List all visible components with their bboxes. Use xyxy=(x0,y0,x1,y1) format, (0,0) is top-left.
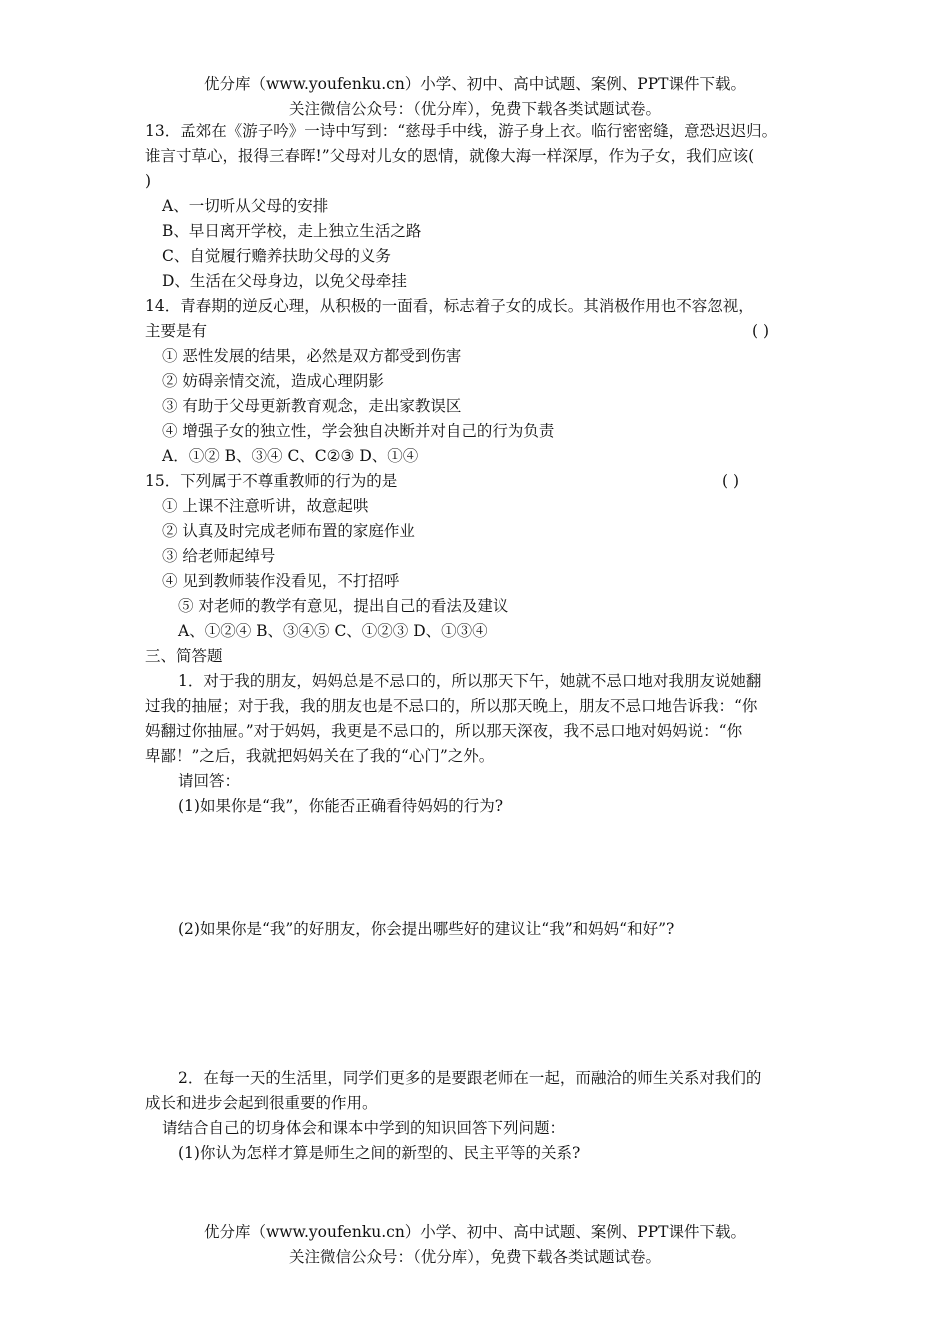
header-line-1: 优分库（www.youfenku.cn）小学、初中、高中试题、案例、PPT课件下载。 xyxy=(203,75,747,93)
q13-stem-line-3: ) xyxy=(145,172,152,190)
s1-prompt: 请回答： xyxy=(178,772,241,790)
q14-stem-line-2: 主要是有 xyxy=(145,322,208,340)
s2-question-1: (1)你认为怎样才算是师生之间的新型的、民主平等的关系? xyxy=(178,1144,581,1162)
q13-option-a: A、一切听从父母的安排 xyxy=(162,197,329,215)
s2-passage-line-1: 2．在每一天的生活里，同学们更多的是要跟老师在一起，而融洽的师生关系对我们的 xyxy=(178,1069,762,1087)
q15-item-5: ⑤ 对老师的教学有意见，提出自己的看法及建议 xyxy=(178,597,509,615)
s1-passage-line-1: 1．对于我的朋友，妈妈总是不忌口的，所以那天下午，她就不忌口地对我朋友说她翻 xyxy=(178,672,762,690)
q14-answer-options: A．①② B、③④ C、C②③ D、①④ xyxy=(162,447,419,465)
q15-item-1: ① 上课不注意听讲，故意起哄 xyxy=(162,497,369,515)
q14-stem-line-1: 14．青春期的逆反心理，从积极的一面看，标志着子女的成长。其消极作用也不容忽视， xyxy=(145,297,754,315)
q14-item-4: ④ 增强子女的独立性，学会独自决断并对自己的行为负责 xyxy=(162,422,555,440)
q14-item-3: ③ 有助于父母更新教育观念，走出家教误区 xyxy=(162,397,462,415)
q15-answer-options: A、①②④ B、③④⑤ C、①②③ D、①③④ xyxy=(178,622,488,640)
q14-item-1: ① 恶性发展的结果，必然是双方都受到伤害 xyxy=(162,347,462,365)
section-3-title: 三、简答题 xyxy=(145,647,223,665)
s2-passage-line-2: 成长和进步会起到很重要的作用。 xyxy=(145,1094,378,1112)
q14-answer-blank: ( ) xyxy=(752,322,770,340)
s1-passage-line-4: 卑鄙！”之后，我就把妈妈关在了我的“心门”之外。 xyxy=(145,747,495,765)
q15-answer-blank: ( ) xyxy=(722,472,740,490)
q13-option-b: B、早日离开学校，走上独立生活之路 xyxy=(162,222,422,240)
s1-passage-line-2: 过我的抽屉；对于我，我的朋友也是不忌口的，所以那天晚上，朋友不忌口地告诉我：“你 xyxy=(145,697,758,715)
footer-line-2: 关注微信公众号：（优分库），免费下载各类试题试卷。 xyxy=(288,1248,661,1266)
q15-item-2: ② 认真及时完成老师布置的家庭作业 xyxy=(162,522,415,540)
s1-question-1: (1)如果你是“我”，你能否正确看待妈妈的行为? xyxy=(178,797,504,815)
q13-stem-line-1: 13．孟郊在《游子吟》一诗中写到：“慈母手中线，游子身上衣。临行密密缝，意恐迟迟归。 xyxy=(145,122,778,140)
s1-question-2: (2)如果你是“我”的好朋友，你会提出哪些好的建议让“我”和妈妈“和好”? xyxy=(178,920,675,938)
footer-line-1: 优分库（www.youfenku.cn）小学、初中、高中试题、案例、PPT课件下载。 xyxy=(203,1223,747,1241)
q14-item-2: ② 妨碍亲情交流，造成心理阴影 xyxy=(162,372,384,390)
q13-option-d: D、生活在父母身边，以免父母牵挂 xyxy=(162,272,407,290)
q13-stem-line-2: 谁言寸草心，报得三春晖!”父母对儿女的恩情，就像大海一样深厚，作为子女，我们应该( xyxy=(145,147,755,165)
q15-item-3: ③ 给老师起绰号 xyxy=(162,547,276,565)
q15-stem: 15．下列属于不尊重教师的行为的是 xyxy=(145,472,398,490)
q13-option-c: C、自觉履行赡养扶助父母的义务 xyxy=(162,247,391,265)
header-line-2: 关注微信公众号：（优分库），免费下载各类试题试卷。 xyxy=(288,100,661,118)
q15-item-4: ④ 见到教师装作没看见，不打招呼 xyxy=(162,572,400,590)
s1-passage-line-3: 妈翻过你抽屉。”对于妈妈，我更是不忌口的，所以那天深夜，我不忌口地对妈妈说：“你 xyxy=(145,722,743,740)
s2-prompt: 请结合自己的切身体会和课本中学到的知识回答下列问题： xyxy=(162,1119,566,1137)
